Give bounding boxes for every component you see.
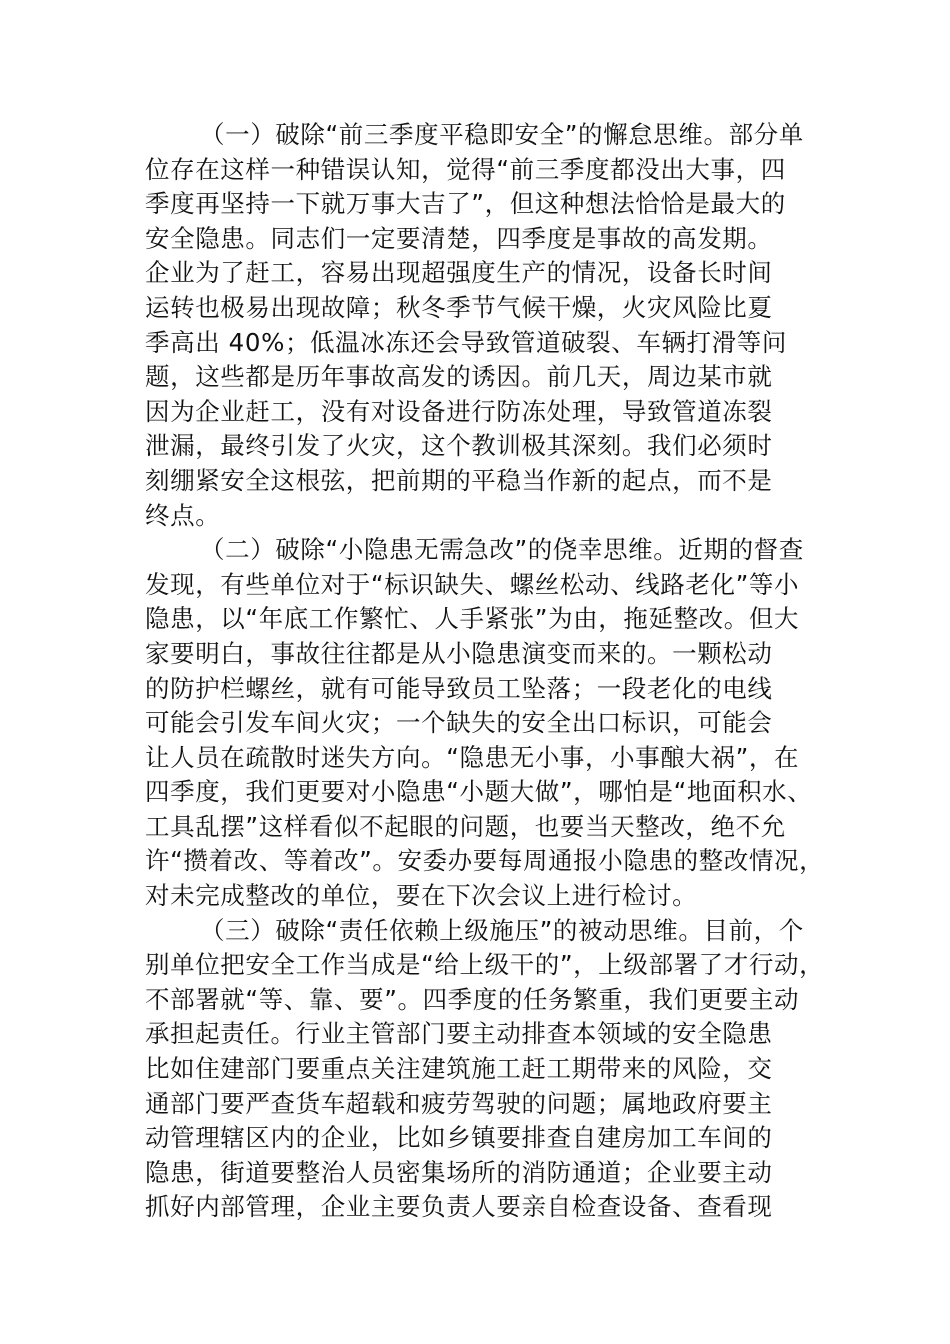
paragraph-line: 可能会引发车间火灾；一个缺失的安全出口标识，可能会 (145, 708, 773, 738)
paragraph-line: 家要明白，事故往往都是从小隐患演变而来的。一颗松动 (145, 638, 773, 668)
paragraph-line: 季高出 40%；低温冰冻还会导致管道破裂、车辆打滑等问 (145, 327, 787, 357)
paragraph-line: 发现，有些单位对于“标识缺失、螺丝松动、线路老化”等小 (145, 569, 800, 599)
paragraph-line: 隐患，以“年底工作繁忙、人手紧张”为由，拖延整改。但大 (145, 604, 800, 634)
paragraph-line: 企业为了赶工，容易出现超强度生产的情况，设备长时间 (145, 258, 773, 288)
paragraph-line: 刻绷紧安全这根弦，把前期的平稳当作新的起点，而不是 (145, 465, 773, 495)
paragraph-line: 季度再坚持一下就万事大吉了”，但这种想法恰恰是最大的 (145, 189, 786, 219)
paragraph-line: 动管理辖区内的企业，比如乡镇要排查自建房加工车间的 (145, 1123, 773, 1153)
paragraph-line: 工具乱摆”这样看似不起眼的问题，也要当天整改，绝不允 (145, 811, 786, 841)
paragraph-heading-line: （一）破除“前三季度平稳即安全”的懈怠思维。部分单 (200, 120, 804, 149)
paragraph-line: 通部门要严查货车超载和疲劳驾驶的问题；属地政府要主 (145, 1088, 773, 1118)
paragraph-line: 四季度，我们更要对小隐患“小题大做”，哪怕是“地面积水、 (145, 777, 813, 807)
paragraph-line: 的防护栏螺丝，就有可能导致员工坠落；一段老化的电线 (145, 673, 773, 703)
paragraph-line: 位存在这样一种错误认知，觉得“前三季度都没出大事，四 (145, 154, 786, 184)
paragraph-line: 泄漏，最终引发了火灾，这个教训极其深刻。我们必须时 (145, 431, 773, 461)
paragraph-line: 终点。 (145, 500, 221, 530)
paragraph-line: 题，这些都是历年事故高发的诱因。前几天，周边某市就 (145, 362, 773, 392)
paragraph-line: 别单位把安全工作当成是“给上级干的”，上级部署了才行动， (145, 950, 825, 980)
paragraph-line: 比如住建部门要重点关注建筑施工赶工期带来的风险，交 (145, 1054, 773, 1084)
paragraph-line: 抓好内部管理，企业主要负责人要亲自检查设备、查看现 (145, 1192, 773, 1222)
paragraph-heading-line: （三）破除“责任依赖上级施压”的被动思维。目前，个 (200, 915, 804, 945)
paragraph-line: 隐患，街道要整治人员密集场所的消防通道；企业要主动 (145, 1157, 773, 1187)
paragraph-line: 安全隐患。同志们一定要清楚，四季度是事故的高发期。 (145, 223, 773, 253)
paragraph-heading-line: （二）破除“小隐患无需急改”的侥幸思维。近期的督查 (200, 535, 804, 565)
paragraph-line: 运转也极易出现故障；秋冬季节气候干燥，火灾风险比夏 (145, 292, 773, 322)
paragraph-line: 让人员在疏散时迷失方向。“隐患无小事，小事酿大祸”，在 (145, 742, 800, 772)
paragraph-line: 承担起责任。行业主管部门要主动排查本领域的安全隐患 (145, 1019, 773, 1049)
paragraph-line: 许“攒着改、等着改”。安委办要每周通报小隐患的整改情况， (145, 846, 825, 876)
paragraph-line: 对未完成整改的单位，要在下次会议上进行检讨。 (145, 881, 698, 911)
paragraph-line: 因为企业赶工，没有对设备进行防冻处理，导致管道冻裂 (145, 396, 773, 426)
paragraph-line: 不部署就“等、靠、要”。四季度的任务繁重，我们更要主动 (145, 984, 800, 1014)
document-body (145, 118, 825, 1225)
